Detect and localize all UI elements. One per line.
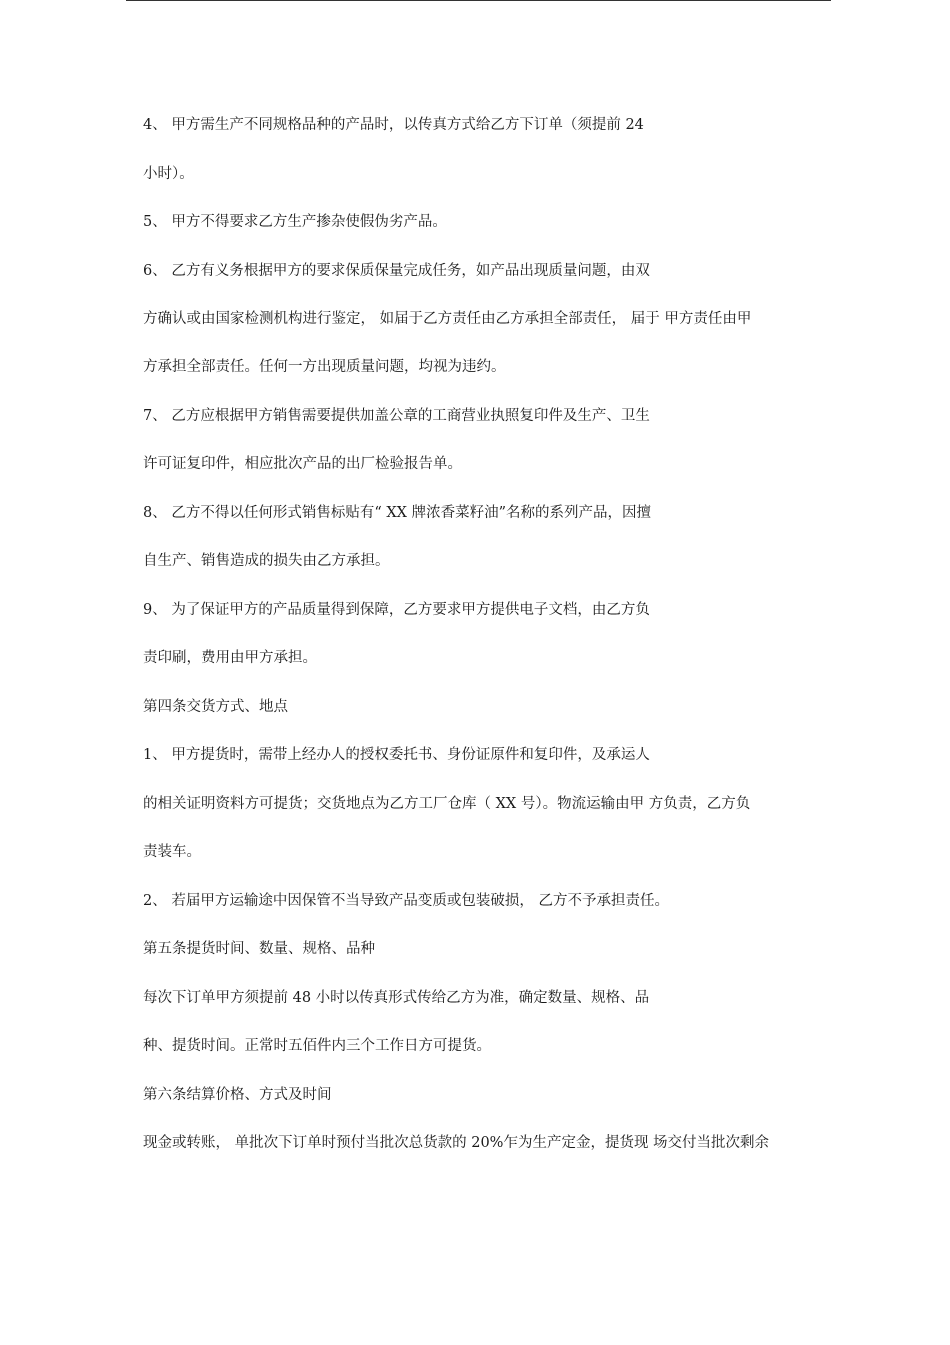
text-line: 8、 乙方不得以任何形式销售标贴有“ XX 牌浓香菜籽油”名称的系列产品，因擅 [143,505,652,521]
header-rule [126,0,831,1]
text-line: 5、 甲方不得要求乙方生产掺杂使假伪劣产品。 [143,214,447,230]
text-line: 责装车。 [143,844,201,860]
section-heading: 第四条交货方式、地点 [143,699,288,715]
text-line: 许可证复印件，相应批次产品的出厂检验报告单。 [143,456,462,472]
text-line: 每次下订单甲方须提前 48 小时以传真形式传给乙方为准，确定数量、规格、品 [143,990,650,1006]
text-line: 4、 甲方需生产不同规格品种的产品时，以传真方式给乙方下订单（须提前 24 [143,117,644,133]
text-line: 9、 为了保证甲方的产品质量得到保障，乙方要求甲方提供电子文档，由乙方负 [143,602,650,618]
section-heading: 第六条结算价格、方式及时间 [143,1087,332,1103]
text-line: 1、 甲方提货时，需带上经办人的授权委托书、身份证原件和复印件，及承运人 [143,747,650,763]
text-line: 现金或转账， 单批次下订单时预付当批次总货款的 20%乍为生产定金，提货现 场交付当批次剩余 [143,1135,770,1151]
text-line: 小时）。 [143,166,194,182]
section-heading: 第五条提货时间、数量、规格、品种 [143,941,375,957]
text-line: 7、 乙方应根据甲方销售需要提供加盖公章的工商营业执照复印件及生产、卫生 [143,408,650,424]
text-line: 的相关证明资料方可提货；交货地点为乙方工厂仓库（ XX 号）。物流运输由甲 方负责，乙方负 [143,796,751,812]
text-line: 方确认或由国家检测机构进行鉴定， 如届于乙方责任由乙方承担全部责任， 届于 甲方责任由甲 [143,311,752,327]
text-line: 2、 若届甲方运输途中因保管不当导致产品变质或包装破损， 乙方不予承担责任。 [143,893,669,909]
text-line: 责印刷，费用由甲方承担。 [143,650,317,666]
text-line: 种、提货时间。正常时五佰件内三个工作日方可提货。 [143,1038,491,1054]
text-line: 6、 乙方有义务根据甲方的要求保质保量完成任务，如产品出现质量问题，由双 [143,263,650,279]
text-line: 自生产、销售造成的损失由乙方承担。 [143,553,390,569]
text-line: 方承担全部责任。任何一方出现质量问题，均视为违约。 [143,359,506,375]
